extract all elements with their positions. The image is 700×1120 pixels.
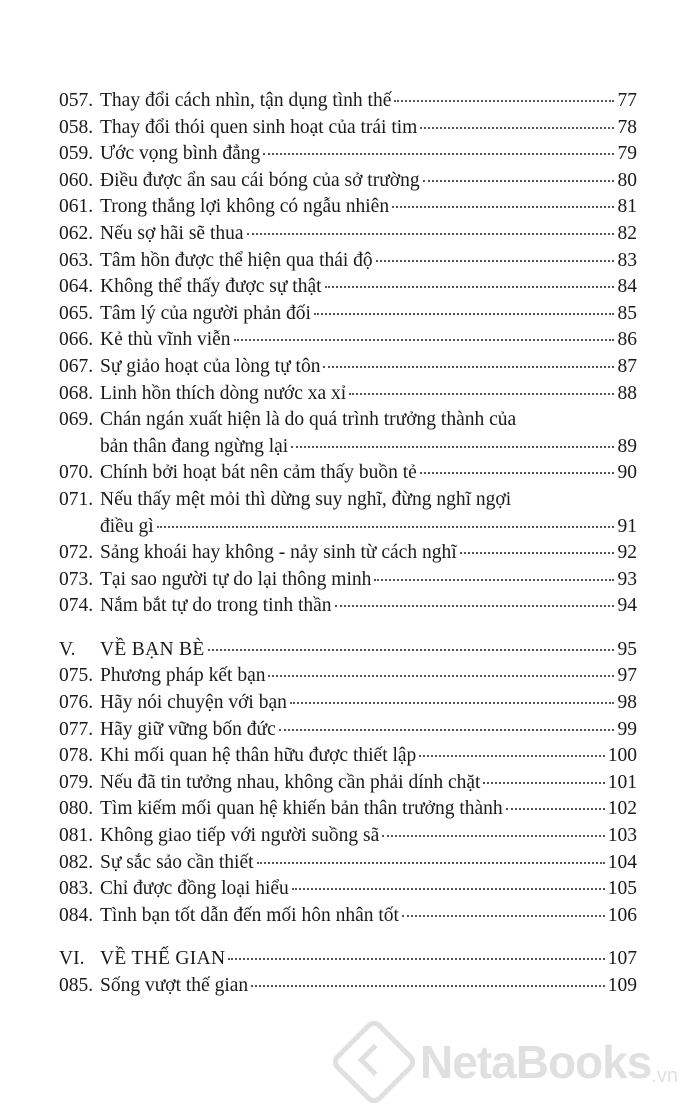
leader-dots bbox=[382, 835, 604, 837]
toc-entry-line bbox=[59, 487, 637, 514]
page-number: 89 bbox=[617, 435, 637, 457]
entry-title: Nếu sợ hãi sẽ thua bbox=[100, 222, 244, 244]
section-title: VỀ BẠN BÈ bbox=[100, 638, 205, 660]
entry-title: Thay đổi cách nhìn, tận dụng tình thế bbox=[100, 90, 392, 111]
entry-number: 057. bbox=[59, 90, 94, 111]
leader-dots bbox=[376, 260, 614, 262]
entry-number: 069. bbox=[59, 409, 94, 431]
page-number: 98 bbox=[617, 692, 637, 714]
toc-entry bbox=[59, 663, 637, 690]
watermark-suffix: .vn bbox=[651, 1065, 678, 1087]
entry-title: Nếu thấy mệt mỏi thì dừng suy nghĩ, đừng nghĩ ngợi bbox=[100, 488, 512, 510]
page-number: 109 bbox=[607, 975, 637, 996]
entry-number: 075. bbox=[59, 665, 94, 687]
toc-entry bbox=[59, 168, 637, 195]
entry-number: 067. bbox=[59, 355, 94, 377]
entry-title-continued: bản thân đang ngừng lại bbox=[100, 435, 289, 457]
entry-number: 068. bbox=[59, 382, 94, 404]
page-number: 99 bbox=[617, 718, 637, 740]
entry-title: Phương pháp kết bạn bbox=[100, 665, 266, 687]
leader-dots bbox=[506, 808, 605, 810]
entry-number: 082. bbox=[59, 851, 94, 873]
netabooks-logo-icon bbox=[329, 1017, 420, 1108]
entry-number: 079. bbox=[59, 771, 94, 793]
leader-dots bbox=[251, 985, 605, 987]
entry-title: Khi mối quan hệ thân hữu được thiết lập bbox=[100, 745, 417, 767]
entry-number: 076. bbox=[59, 692, 94, 714]
entry-title: Hãy nói chuyện với bạn bbox=[100, 692, 287, 714]
section-gap bbox=[59, 929, 637, 946]
toc-entry bbox=[59, 903, 637, 930]
page-number: 97 bbox=[617, 665, 637, 687]
page-number: 82 bbox=[617, 222, 637, 244]
leader-dots bbox=[420, 127, 614, 129]
entry-number: 085. bbox=[59, 975, 94, 996]
page-number: 87 bbox=[617, 355, 637, 377]
entry-title: Chính bởi hoạt bát nên cảm thấy buồn tẻ bbox=[100, 462, 417, 484]
toc-section-heading bbox=[59, 637, 637, 664]
toc-entry bbox=[59, 194, 637, 221]
entry-title: Sảng khoái hay không - nảy sinh từ cách nghĩ bbox=[100, 542, 457, 564]
leader-dots bbox=[323, 366, 614, 368]
entry-number: 066. bbox=[59, 329, 94, 351]
toc-entry bbox=[59, 381, 637, 408]
page-number: 78 bbox=[617, 116, 637, 138]
entry-title: Điều được ẩn sau cái bóng của sở trường bbox=[100, 169, 420, 191]
toc-entry bbox=[59, 460, 637, 487]
leader-dots bbox=[257, 862, 605, 864]
entry-title: Sự sắc sảo cần thiết bbox=[100, 851, 254, 873]
watermark-brand: NetaBooks bbox=[420, 1036, 652, 1088]
leader-dots bbox=[291, 446, 614, 448]
page-number: 83 bbox=[617, 249, 637, 271]
page-number: 106 bbox=[607, 904, 637, 926]
leader-dots bbox=[423, 180, 614, 182]
entry-title: Linh hồn thích dòng nước xa xỉ bbox=[100, 382, 347, 404]
entry-title: Hãy giữ vững bốn đức bbox=[100, 718, 276, 740]
toc-entry bbox=[59, 973, 637, 1000]
leader-dots bbox=[420, 472, 614, 474]
leader-dots bbox=[335, 605, 614, 607]
toc-entry bbox=[59, 690, 637, 717]
entry-title: Sự giảo hoạt của lòng tự tôn bbox=[100, 355, 321, 377]
entry-title: Kẻ thù vĩnh viễn bbox=[100, 329, 231, 351]
page-number: 104 bbox=[607, 851, 637, 873]
page-number: 95 bbox=[617, 638, 637, 660]
entry-number: 080. bbox=[59, 798, 94, 820]
toc-entry bbox=[59, 770, 637, 797]
entry-number: 077. bbox=[59, 718, 94, 740]
entry-number: 059. bbox=[59, 143, 94, 165]
entry-number: 072. bbox=[59, 542, 94, 564]
leader-dots bbox=[263, 153, 614, 155]
toc-entry bbox=[59, 274, 637, 301]
leader-dots bbox=[402, 915, 605, 917]
page-number: 88 bbox=[617, 382, 637, 404]
leader-dots bbox=[325, 286, 614, 288]
leader-dots bbox=[290, 702, 614, 704]
entry-title: Tâm lý của người phản đối bbox=[100, 302, 311, 324]
toc-entry bbox=[59, 327, 637, 354]
toc-entry bbox=[59, 796, 637, 823]
page-number: 103 bbox=[607, 825, 637, 847]
entry-number: 063. bbox=[59, 249, 94, 271]
section-gap bbox=[59, 620, 637, 637]
page-number: 77 bbox=[617, 90, 637, 111]
entry-number: 058. bbox=[59, 116, 94, 138]
page-number: 101 bbox=[607, 771, 637, 793]
toc-entry bbox=[59, 354, 637, 381]
page-number: 102 bbox=[607, 798, 637, 820]
page-number: 105 bbox=[607, 878, 637, 900]
toc-entry bbox=[59, 88, 637, 115]
entry-title: Sống vượt thế gian bbox=[100, 975, 249, 996]
page-number: 86 bbox=[617, 329, 637, 351]
leader-dots bbox=[419, 755, 604, 757]
page-number: 93 bbox=[617, 568, 637, 590]
toc-entry bbox=[59, 850, 637, 877]
entry-number: 062. bbox=[59, 222, 94, 244]
section-number: V. bbox=[59, 638, 76, 660]
entry-title: Ước vọng bình đẳng bbox=[100, 143, 261, 165]
entry-title: Không giao tiếp với người suồng sã bbox=[100, 825, 380, 847]
toc-entry bbox=[59, 115, 637, 142]
page-number: 90 bbox=[617, 462, 637, 484]
entry-title: Không thể thấy được sự thật bbox=[100, 276, 322, 298]
toc-entry bbox=[59, 876, 637, 903]
table-of-contents bbox=[59, 88, 637, 1000]
leader-dots bbox=[374, 579, 614, 581]
entry-number: 084. bbox=[59, 904, 94, 926]
page-number: 94 bbox=[617, 595, 637, 617]
leader-dots bbox=[268, 675, 614, 677]
toc-section-heading bbox=[59, 946, 637, 973]
leader-dots bbox=[392, 206, 614, 208]
toc-entry bbox=[59, 221, 637, 248]
entry-number: 074. bbox=[59, 595, 94, 617]
toc-entry bbox=[59, 593, 637, 620]
entry-title: Tâm hồn được thể hiện qua thái độ bbox=[100, 249, 373, 271]
leader-dots bbox=[234, 339, 614, 341]
page-number: 81 bbox=[617, 196, 637, 218]
entry-number: 064. bbox=[59, 276, 94, 298]
leader-dots bbox=[349, 393, 614, 395]
toc-entry bbox=[59, 434, 637, 461]
toc-entry-line bbox=[59, 407, 637, 434]
entry-title-continued: điều gì bbox=[100, 515, 154, 537]
page-number: 84 bbox=[617, 276, 637, 298]
toc-entry bbox=[59, 514, 637, 541]
entry-title: Nắm bắt tự do trong tinh thần bbox=[100, 595, 332, 617]
leader-dots bbox=[460, 552, 614, 554]
entry-title: Nếu đã tin tưởng nhau, không cần phải dính chặt bbox=[100, 771, 481, 793]
toc-entry bbox=[59, 301, 637, 328]
toc-entry bbox=[59, 823, 637, 850]
leader-dots bbox=[394, 100, 614, 102]
leader-dots bbox=[483, 782, 604, 784]
entry-number: 070. bbox=[59, 462, 94, 484]
entry-title: Chỉ được đồng loại hiểu bbox=[100, 878, 289, 900]
entry-title: Tìm kiếm mối quan hệ khiến bản thân trưởng thành bbox=[100, 798, 503, 820]
section-title: VỀ THẾ GIAN bbox=[100, 948, 226, 970]
toc-entry bbox=[59, 248, 637, 275]
entry-number: 061. bbox=[59, 196, 94, 218]
entry-number: 065. bbox=[59, 302, 94, 324]
toc-entry bbox=[59, 567, 637, 594]
entry-number: 083. bbox=[59, 878, 94, 900]
page-number: 85 bbox=[617, 302, 637, 324]
entry-number: 071. bbox=[59, 488, 94, 510]
page-number: 79 bbox=[617, 143, 637, 165]
leader-dots bbox=[228, 958, 604, 960]
entry-title: Tình bạn tốt dẫn đến mối hôn nhân tốt bbox=[100, 904, 399, 926]
page-number: 107 bbox=[607, 948, 637, 970]
entry-number: 078. bbox=[59, 745, 94, 767]
leader-dots bbox=[314, 313, 614, 315]
section-number: VI. bbox=[59, 948, 85, 970]
entry-title: Trong thắng lợi không có ngẫu nhiên bbox=[100, 196, 390, 218]
page-number: 80 bbox=[617, 169, 637, 191]
leader-dots bbox=[279, 729, 614, 731]
entry-title: Tại sao người tự do lại thông minh bbox=[100, 568, 372, 590]
entry-title: Thay đổi thói quen sinh hoạt của trái tim bbox=[100, 116, 418, 138]
entry-number: 060. bbox=[59, 169, 94, 191]
entry-number: 073. bbox=[59, 568, 94, 590]
watermark bbox=[342, 1030, 678, 1094]
leader-dots bbox=[157, 526, 614, 528]
entry-number: 081. bbox=[59, 825, 94, 847]
leader-dots bbox=[247, 233, 614, 235]
toc-entry bbox=[59, 717, 637, 744]
entry-title: Chán ngán xuất hiện là do quá trình trưởng thành của bbox=[100, 409, 517, 431]
toc-entry bbox=[59, 540, 637, 567]
page-number: 100 bbox=[607, 745, 637, 767]
page-number: 92 bbox=[617, 542, 637, 564]
page-number: 91 bbox=[617, 515, 637, 537]
toc-entry bbox=[59, 141, 637, 168]
toc-entry bbox=[59, 743, 637, 770]
leader-dots bbox=[208, 649, 614, 651]
leader-dots bbox=[292, 888, 605, 890]
